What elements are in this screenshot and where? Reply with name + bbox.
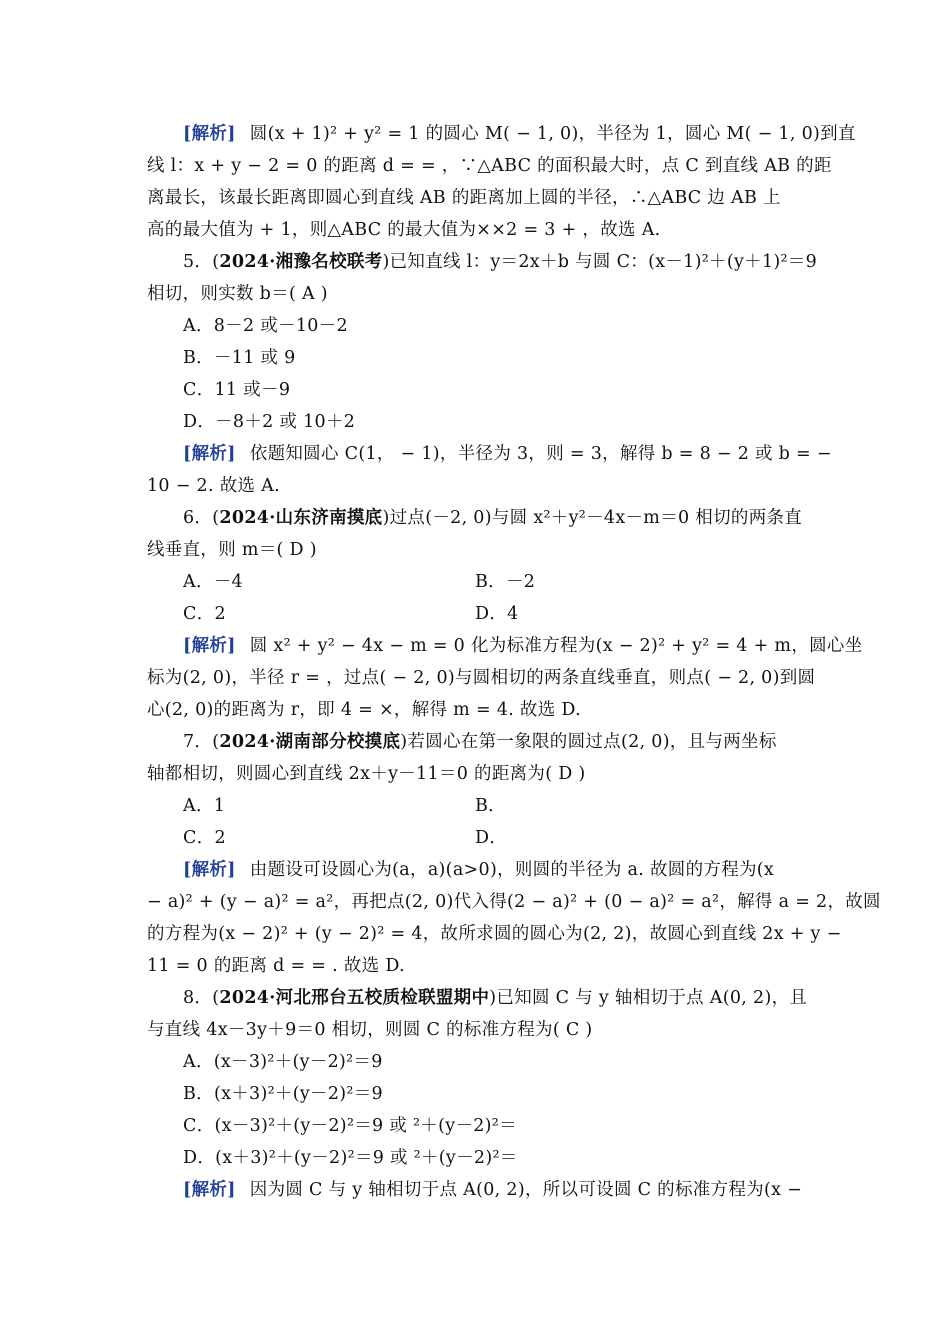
solution-5-line-2: 10 − 2. 故选 A. (147, 476, 280, 496)
question-8-source: 2024·河北邢台五校质检联盟期中 (219, 988, 490, 1008)
solution-4-line-4: 高的最大值为 + 1，则△ABC 的最大值为××2 = 3 + ，故选 A. (147, 220, 661, 240)
question-7-stem: 7．(2024·湖南部分校摸底)若圆心在第一象限的圆过点(2, 0)，且与两坐标 (183, 732, 777, 752)
question-6-option-b: B．－2 (475, 572, 536, 592)
question-6-option-a: A．－4 (183, 572, 243, 592)
question-7-option-d: D． (475, 828, 508, 848)
solution-6-line-2: 标为(2, 0)，半径 r = ，过点( − 2, 0)与圆相切的两条直线垂直，则点( − 2, 0)到圆 (147, 668, 816, 688)
question-6-stem-line-2: 线垂直，则 m＝( D ) (147, 540, 317, 560)
question-5-option-a: A．8－2 或－10－2 (183, 316, 348, 336)
question-5-stem-line-2: 相切，则实数 b＝( A ) (147, 284, 328, 304)
question-7-stem-line-2: 轴都相切，则圆心到直线 2x＋y－11＝0 的距离为( D ) (147, 764, 586, 784)
question-5-option-c: C．11 或－9 (183, 380, 291, 400)
solution-6-line-1: [解析] 圆 x² + y² − 4x − m = 0 化为标准方程为(x − 2)² + y² = 4 + m，圆心坐 (183, 636, 863, 656)
question-7-option-a: A．1 (183, 796, 226, 816)
question-5-option-d: D．－8＋2 或 10＋2 (183, 412, 356, 432)
solution-4-line-2: 线 l：x + y − 2 = 0 的距离 d = = ，∵△ABC 的面积最大时，点 C 到直线 AB 的距 (147, 156, 832, 176)
solution-8-line-1: [解析] 因为圆 C 与 y 轴相切于点 A(0, 2)，所以可设圆 C 的标准方程为(x − (183, 1180, 803, 1200)
question-6-stem: 6．(2024·山东济南摸底)过点(－2, 0)与圆 x²＋y²－4x－m＝0 相切的两条直 (183, 508, 803, 528)
solution-6-line-3: 心(2, 0)的距离为 r，即 4 = ×，解得 m = 4. 故选 D. (147, 700, 581, 720)
solution-tag: [解析] (183, 124, 236, 144)
solution-5-line-1: [解析] 依题知圆心 C(1， − 1)，半径为 3，则 = 3，解得 b = 8 − 2 或 b = − (183, 444, 832, 464)
solution-7-line-3: 的方程为(x − 2)² + (y − 2)² = 4，故所求圆的圆心为(2, 2)，故圆心到直线 2x + y − (147, 924, 842, 944)
question-6-options-row-2 (147, 598, 807, 630)
question-8-option-b: B．(x＋3)²＋(y－2)²＝9 (183, 1084, 383, 1104)
question-5-stem: 5．(2024·湘豫名校联考)已知直线 l：y＝2x＋b 与圆 C：(x－1)²＋(y＋1)²＝9 (183, 252, 818, 272)
question-8-option-c: C．(x－3)²＋(y－2)²＝9 或 ²＋(y－2)²＝ (183, 1116, 517, 1136)
solution-4-line-1: [解析] 圆(x + 1)² + y² = 1 的圆心 M( − 1, 0)，半径为 1，圆心 M( − 1, 0)到直 (183, 124, 856, 144)
question-6-options-row-1 (147, 566, 807, 598)
question-8-option-a: A．(x－3)²＋(y－2)²＝9 (183, 1052, 383, 1072)
solution-7-line-1: [解析] 由题设可设圆心为(a，a)(a>0)，则圆的半径为 a. 故圆的方程为(x (183, 860, 775, 880)
solution-tag: [解析] (183, 1180, 236, 1200)
question-7-option-c: C．2 (183, 828, 226, 848)
question-7-source: 2024·湖南部分校摸底 (219, 732, 401, 752)
question-5-source: 2024·湘豫名校联考 (219, 252, 383, 272)
question-8-stem-line-2: 与直线 4x－3y＋9＝0 相切，则圆 C 的标准方程为( C ) (147, 1020, 593, 1040)
solution-tag: [解析] (183, 444, 236, 464)
question-6-source: 2024·山东济南摸底 (219, 508, 383, 528)
question-7-options-row-2 (147, 822, 807, 854)
solution-7-line-4: 11 = 0 的距离 d = = . 故选 D. (147, 956, 405, 976)
question-7-options-row-1 (147, 790, 807, 822)
solution-4-line-3: 离最长，该最长距离即圆心到直线 AB 的距离加上圆的半径，∴△ABC 边 AB 上 (147, 188, 781, 208)
question-8-option-d: D．(x＋3)²＋(y－2)²＝9 或 ²＋(y－2)²＝ (183, 1148, 518, 1168)
question-6-option-c: C．2 (183, 604, 226, 624)
solution-7-line-2: − a)² + (y − a)² = a²，再把点(2, 0)代入得(2 − a)² + (0 − a)² = a²，解得 a = 2，故圆 (147, 892, 881, 912)
question-6-option-d: D．4 (475, 604, 519, 624)
solution-tag: [解析] (183, 636, 236, 656)
question-8-stem: 8．(2024·河北邢台五校质检联盟期中)已知圆 C 与 y 轴相切于点 A(0, 2)，且 (183, 988, 808, 1008)
question-5-option-b: B．－11 或 9 (183, 348, 296, 368)
document-page (147, 118, 881, 1206)
solution-tag: [解析] (183, 860, 236, 880)
question-7-option-b: B． (475, 796, 506, 816)
